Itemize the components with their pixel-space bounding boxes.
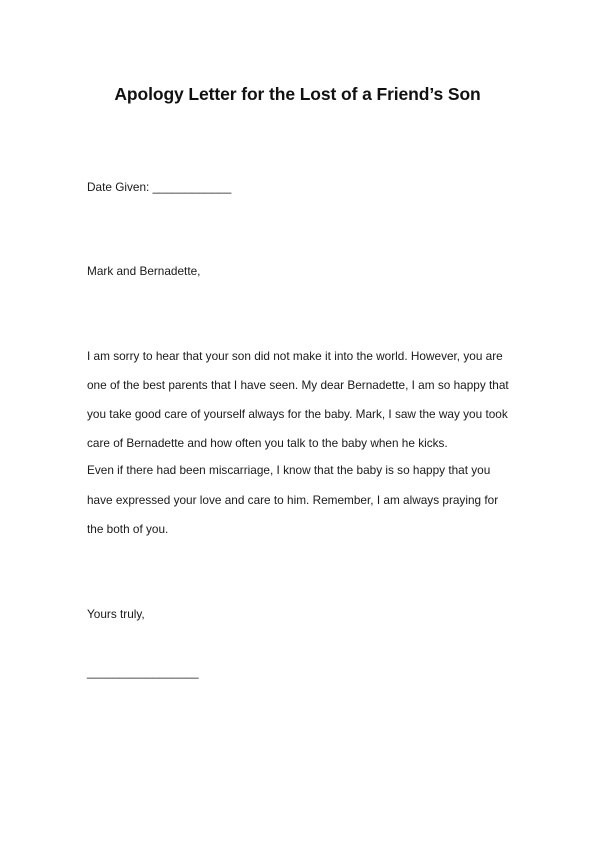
body-line: care of Bernadette and how often you talk to the baby when he kicks.	[87, 436, 448, 450]
body-line: Even if there had been miscarriage, I know that the baby is so happy that you	[87, 463, 491, 477]
body-line: the both of you.	[87, 522, 169, 536]
body-line: I am sorry to hear that your son did not make it into the world. However, you are	[87, 349, 503, 363]
signature-line: _________________	[87, 665, 199, 679]
closing: Yours truly,	[87, 607, 145, 621]
letter-title: Apology Letter for the Lost of a Friend’s Son	[114, 84, 481, 104]
body-line: one of the best parents that I have seen. My dear Bernadette, I am so happy that	[87, 378, 509, 392]
body-line: have expressed your love and care to him. Remember, I am always praying for	[87, 493, 499, 507]
date-given-line: Date Given: ____________	[87, 180, 232, 194]
salutation: Mark and Bernadette,	[87, 264, 201, 278]
body-line: you take good care of yourself always for the baby. Mark, I saw the way you took	[87, 407, 508, 421]
